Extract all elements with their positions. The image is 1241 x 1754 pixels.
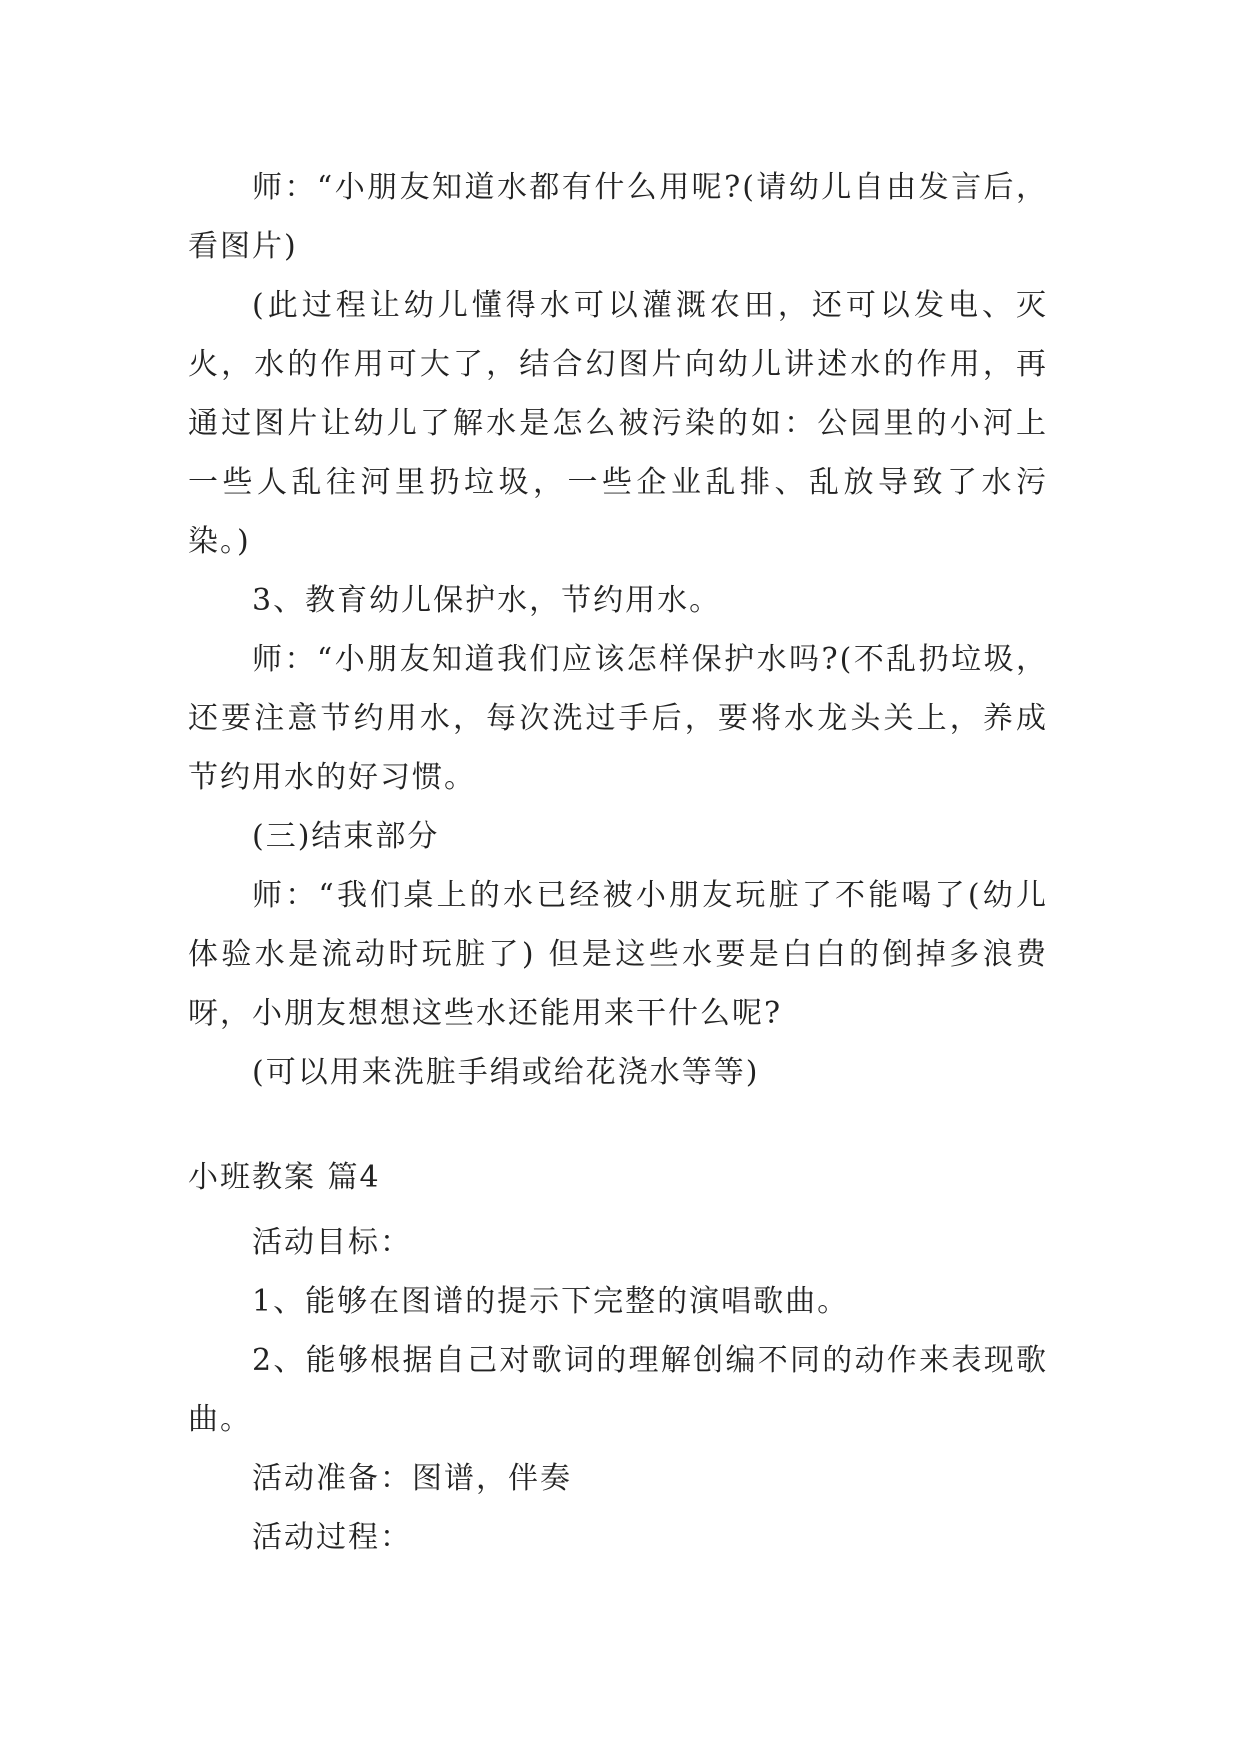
document-body xyxy=(188,158,1048,1567)
paragraph: 师：“我们桌上的水已经被小朋友玩脏了不能喝了(幼儿体验水是流动时玩脏了) 但是这些水要是白白的倒掉多浪费呀，小朋友想想这些水还能用来干什么呢? xyxy=(188,878,1048,1031)
section-after xyxy=(188,1213,1048,1567)
paragraph: 1、能够在图谱的提示下完整的演唱歌曲。 xyxy=(252,1284,850,1319)
paragraph: 活动目标： xyxy=(252,1225,412,1260)
paragraph: 2、能够根据自己对歌词的理解创编不同的动作来表现歌曲。 xyxy=(188,1343,1048,1437)
section-before xyxy=(188,158,1048,1102)
paragraph: (此过程让幼儿懂得水可以灌溉农田，还可以发电、灭火，水的作用可大了，结合幻图片向幼儿讲述水的作用，再通过图片让幼儿了解水是怎么被污染的如：公园里的小河上一些人乱往河里扔垃圾，一些企业乱排、乱放导致了水污染。) xyxy=(188,288,1048,559)
section-heading: 小班教案 篇4 xyxy=(188,1160,381,1195)
paragraph: (三)结束部分 xyxy=(252,819,440,854)
paragraph: (可以用来洗脏手绢或给花浇水等等) xyxy=(252,1055,760,1090)
paragraph: 师：“小朋友知道我们应该怎样保护水吗?(不乱扔垃圾，还要注意节约用水，每次洗过手后，要将水龙头关上，养成节约用水的好习惯。 xyxy=(188,642,1048,795)
paragraph: 活动过程： xyxy=(252,1520,412,1555)
paragraph: 3、教育幼儿保护水，节约用水。 xyxy=(252,583,722,618)
paragraph: 活动准备：图谱，伴奏 xyxy=(252,1461,572,1496)
paragraph: 师：“小朋友知道水都有什么用呢?(请幼儿自由发言后，看图片) xyxy=(188,170,1048,264)
